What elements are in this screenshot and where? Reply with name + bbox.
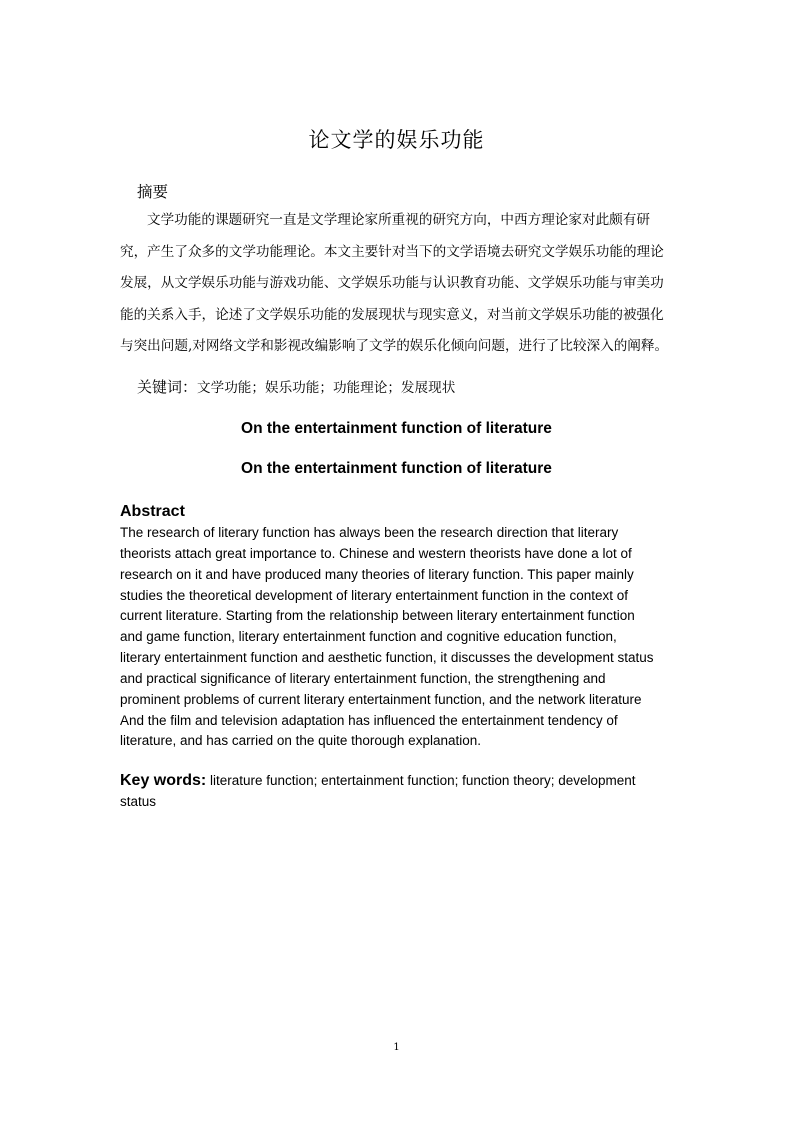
cn-keywords-value: 文学功能；娱乐功能；功能理论；发展现状 bbox=[197, 380, 456, 396]
en-keywords-value-cont: status bbox=[120, 793, 157, 809]
en-keywords-label: Key words: bbox=[120, 772, 207, 789]
cn-abstract-line: 究，产生了众多的文学功能理论。本文主要针对当下的文学语境去研究文学娱乐功能的理论 bbox=[120, 243, 664, 260]
cn-abstract-body bbox=[120, 205, 675, 363]
en-title: On the entertainment function of literature bbox=[241, 420, 552, 437]
en-abstract-line: studies the theoretical development of literary entertainment function in the context of bbox=[120, 587, 629, 603]
en-abstract-line: and game function, literary entertainment function and cognitive education function, bbox=[120, 629, 617, 645]
en-abstract-line: theorists attach great importance to. Chinese and western theorists have done a lot of bbox=[120, 545, 632, 561]
en-keywords bbox=[120, 771, 680, 812]
en-abstract-line: current literature. Starting from the relationship between literary entertainment function bbox=[120, 608, 635, 624]
en-abstract-line: prominent problems of current literary entertainment function, and the network literature bbox=[120, 691, 642, 707]
page-title: 论文学的娱乐功能 bbox=[308, 128, 485, 152]
en-abstract-line: research on it and have produced many theories of literary function. This paper mainly bbox=[120, 566, 634, 582]
page-number: 1 bbox=[393, 1042, 400, 1053]
en-abstract-line: literature, and has carried on the quite thorough explanation. bbox=[120, 733, 481, 749]
cn-abstract-line: 文学功能的课题研究一直是文学理论家所重视的研究方向，中西方理论家对此颇有研 bbox=[147, 212, 650, 228]
cn-keywords bbox=[137, 376, 455, 397]
cn-abstract-line: 发展，从文学娱乐功能与游戏功能、文学娱乐功能与认识教育功能、文学娱乐功能与审美功 bbox=[120, 275, 664, 292]
cn-abstract-line: 能的关系入手，论述了文学娱乐功能的发展现状与现实意义，对当前文学娱乐功能的被强化 bbox=[120, 306, 664, 323]
en-abstract-line: And the film and television adaptation has influenced the entertainment tendency of bbox=[120, 712, 618, 728]
en-abstract-line: literary entertainment function and aesthetic function, it discusses the development status bbox=[120, 650, 654, 666]
cn-abstract-line: 与突出问题,对网络文学和影视改编影响了文学的娱乐化倾向问题，进行了比较深入的阐释。 bbox=[120, 338, 669, 355]
cn-abstract-heading: 摘要 bbox=[137, 183, 169, 201]
en-title: On the entertainment function of literature bbox=[241, 460, 552, 477]
en-abstract-line: The research of literary function has always been the research direction that literary bbox=[120, 525, 619, 540]
cn-keywords-label: 关键词： bbox=[137, 378, 198, 396]
en-abstract-heading: Abstract bbox=[120, 503, 185, 520]
en-abstract-body bbox=[120, 523, 680, 752]
en-abstract-line: and practical significance of literary entertainment function, the strengthening and bbox=[120, 670, 606, 686]
en-keywords-value: literature function; entertainment function; function theory; development bbox=[210, 773, 636, 788]
